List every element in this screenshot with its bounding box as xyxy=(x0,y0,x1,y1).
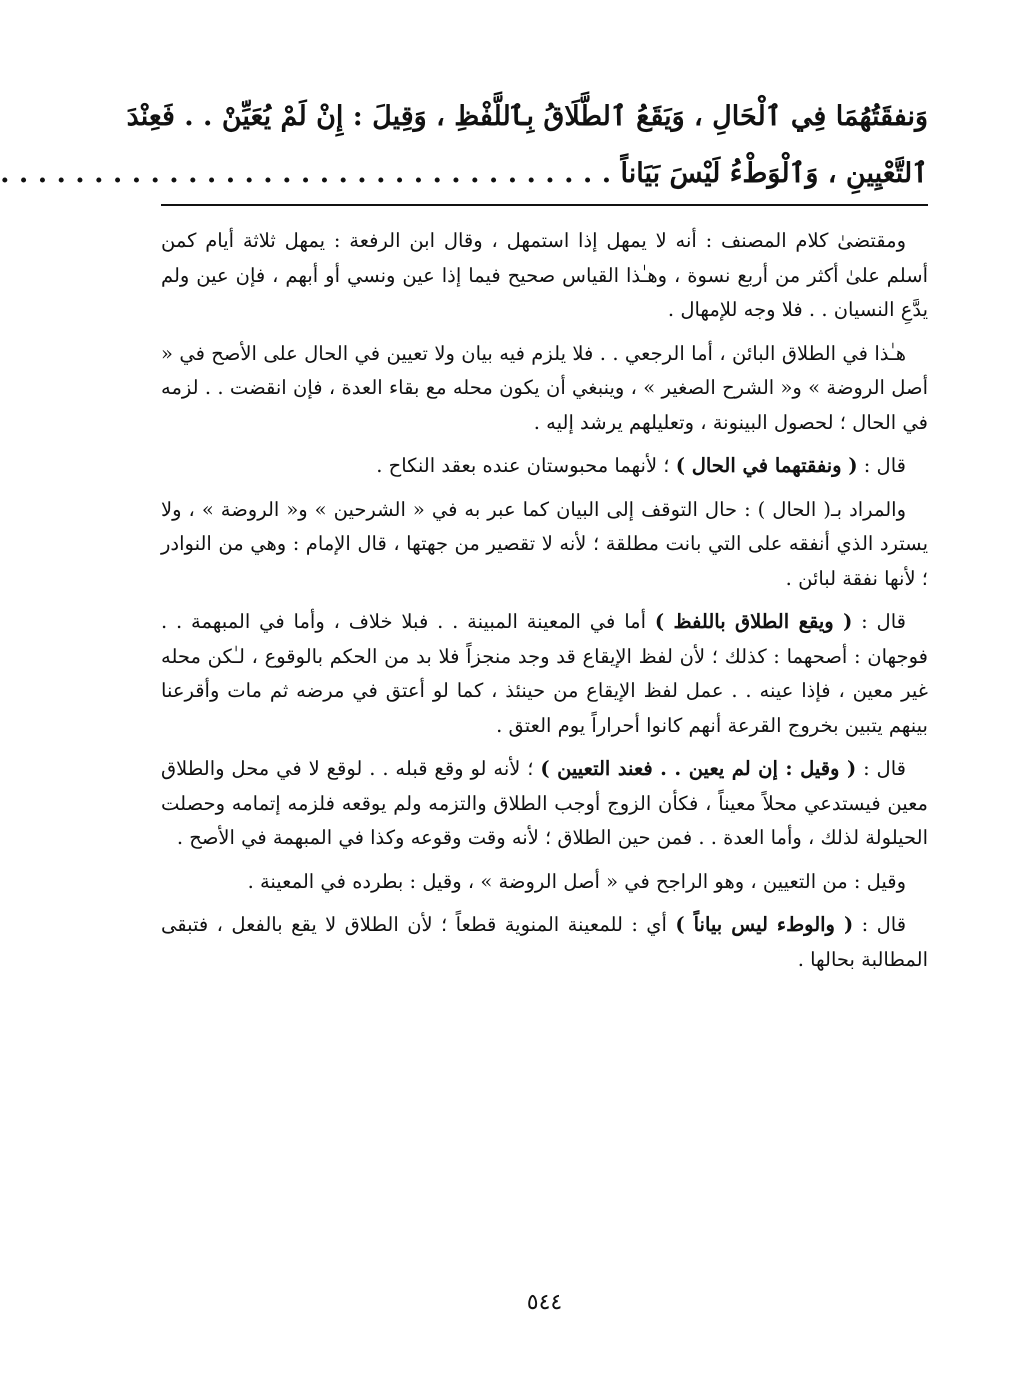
matn-text xyxy=(0,88,928,202)
matn-line: وَنفقَتُهُمَا فِي ٱلْحَالِ ، وَيَقَعُ ٱلطَّلَاقُ بِٱللَّفْظِ ، وَقِيلَ : إِنْ لَمْ يُعَيِّنْ . . فَعِنْدَ xyxy=(126,101,928,132)
commentary-paragraph: قال : ( والوطء ليس بياناً ) أي : للمعينة المنوية قطعاً ؛ لأن الطلاق لا يقع بالفعل ، فتبقى المطالبة بحالها . xyxy=(161,913,928,971)
commentary-paragraph: هـٰذا في الطلاق البائن ، أما الرجعي . . فلا يلزم فيه بيان ولا تعيين في الحال على الأصح في « أصل الروضة » و« الشرح الصغير » ، وينبغي أن يكون محله مع بقاء العدة ، فإن انقضت . . لزمه في الحال ؛ لحصول البينونة ، وتعليلهم يرشد إليه . xyxy=(161,341,928,434)
commentary-paragraph: قال : ( ونفقتهما في الحال ) ؛ لأنهما محبوستان عنده بعقد النكاح . xyxy=(376,454,906,477)
commentary-text xyxy=(161,224,928,986)
commentary-paragraph: وقيل : من التعيين ، وهو الراجح في « أصل الروضة » ، وقيل : بطرده في المعينة . xyxy=(247,869,906,893)
divider-line xyxy=(161,204,928,206)
page-number: ٥٤٤ xyxy=(526,1290,563,1315)
commentary-paragraph: قال : ( ويقع الطلاق باللفظ ) أما في المعينة المبينة . . فبلا خلاف ، وأما في المبهمة . . فوجهان : أصحهما : كذلك ؛ لأن لفظ الإيقاع قد وجد منجزاً فلا بد من الحكم بالوقوع ، لـٰكن محله غير معين ، فإذا عينه . . عمل لفظ الإيقاع من حينئذ ، كما لو أعتق في مرضه ثم مات وأقرعنا بينهم يتبين بخروج القرعة أنهم كانوا أحراراً يوم العتق . xyxy=(161,610,928,737)
commentary-paragraph: قال : ( وقيل : إن لم يعين . . فعند التعيين ) ؛ لأنه لو وقع قبله . . لوقع لا في محل والطلاق معين فيستدعي محلاً معيناً ، فكأن الزوج أوجب الطلاق والتزمه ولم يوقعه فلزمه إتمامه وحصلت الحيلولة لذلك ، وأما العدة . . فمن حين الطلاق ؛ لأنه وقت وقوعه وكذا في المبهمة في الأصح . xyxy=(161,757,928,849)
matn-line: ٱلتَّعْيِينِ ، وَٱلْوَطْءُ لَيْسَ بَيَاناً . . . . . . . . . . . . . . . . . . . . . . . . . . . . . . . . . xyxy=(0,158,928,189)
commentary-paragraph: ومقتضىٰ كلام المصنف : أنه لا يمهل إذا استمهل ، وقال ابن الرفعة : يمهل ثلاثة أيام كمن أسلم علىٰ أكثر من أربع نسوة ، وهـٰذا القياس صحيح فيما إذا عين ونسي أو أبهم ، فإن عين ولم يدَّعِ النسيان . . فلا وجه للإمهال . xyxy=(161,229,928,321)
commentary-paragraph: والمراد بـ( الحال ) : حال التوقف إلى البيان كما عبر به في « الشرحين » و« الروضة » ، ولا يسترد الذي أنفقه على التي بانت مطلقة ؛ لأنه لا تقصير من جهتها ، قال الإمام : وهي من النوادر ؛ لأنها نفقة لبائن . xyxy=(161,497,928,590)
